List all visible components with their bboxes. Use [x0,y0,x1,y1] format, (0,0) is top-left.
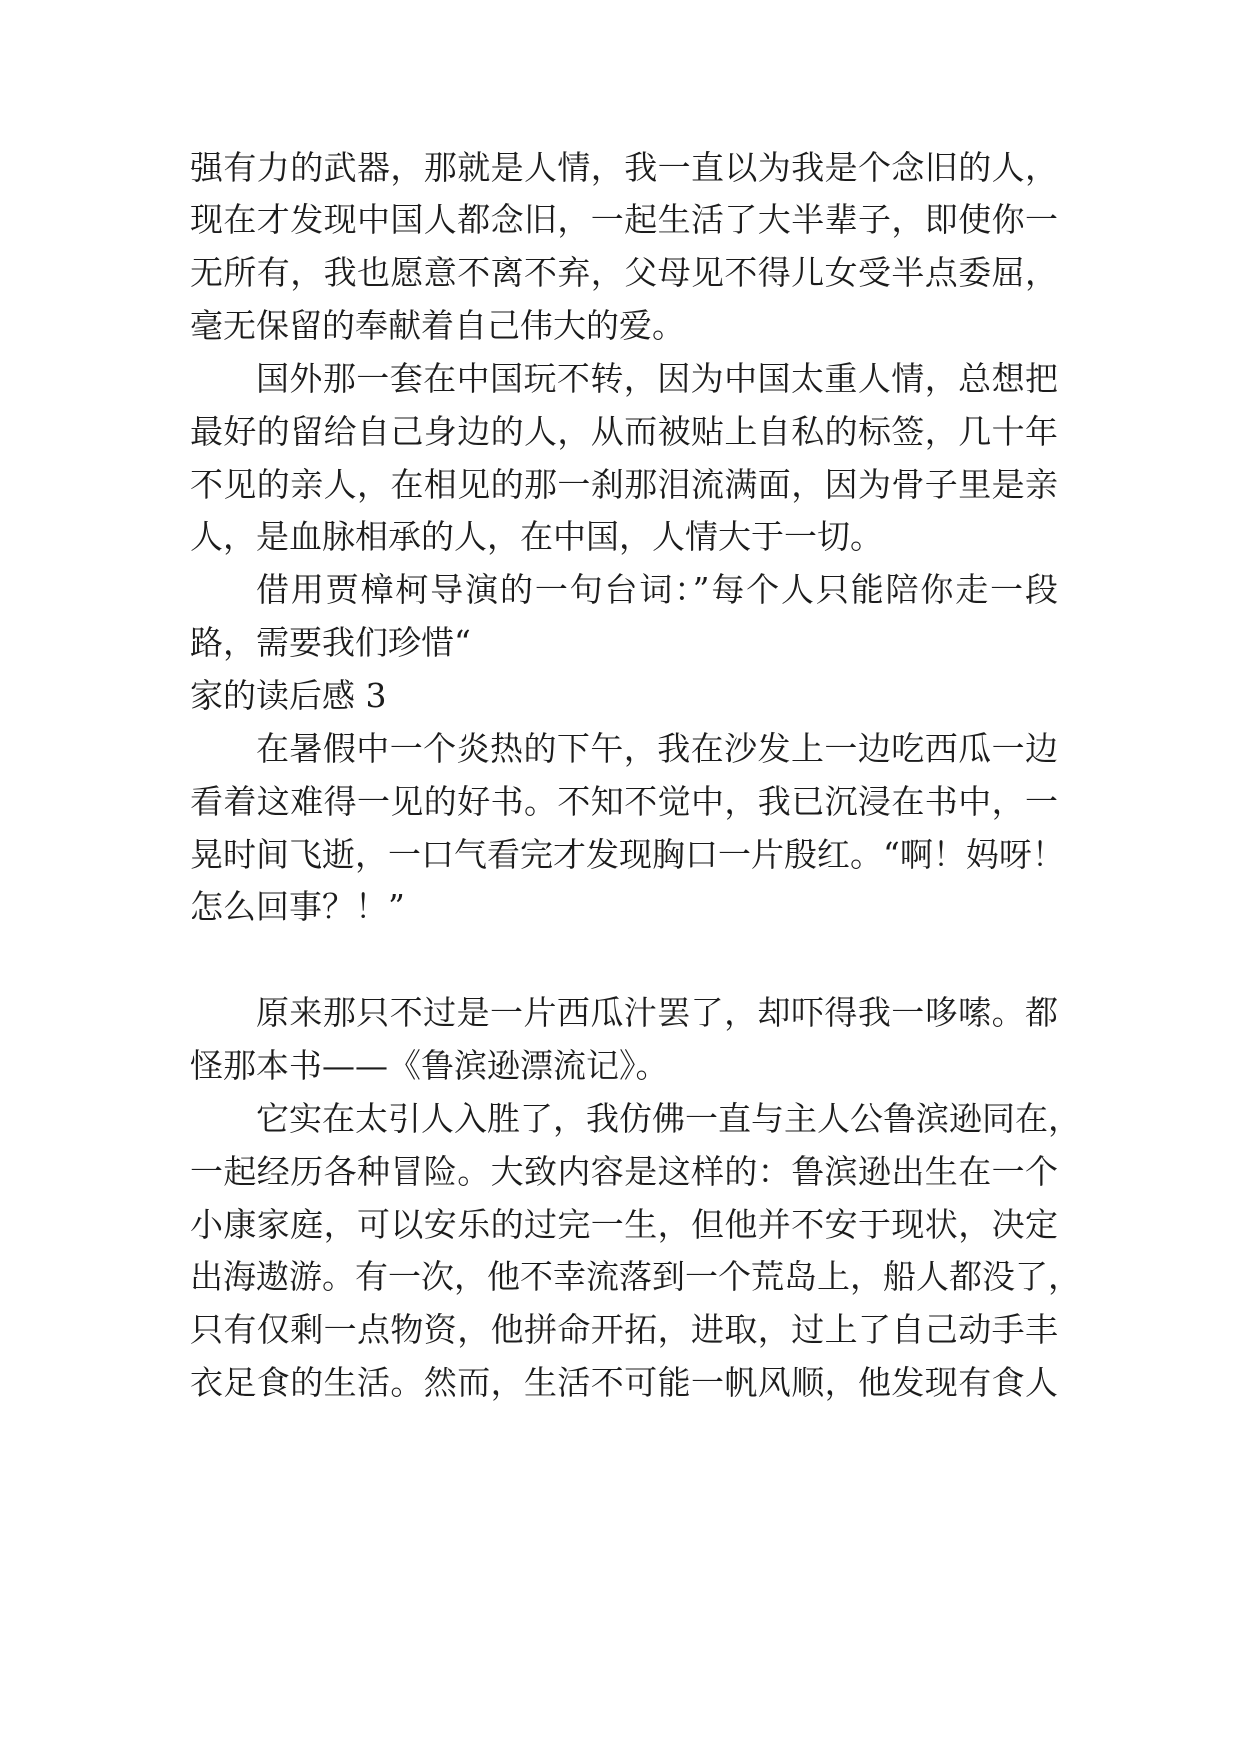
text-line: 人，是血脉相承的人，在中国，人情大于一切。 [190,517,883,556]
section-heading: 家的读后感 3 [190,676,387,715]
text-line: 不见的亲人，在相见的那一刹那泪流满面，因为骨子里是亲 [190,465,1058,504]
paragraph-first-line: 在暑假中一个炎热的下午，我在沙发上一边吃西瓜一边 [256,729,1058,768]
text-line: 最好的留给自己身边的人，从而被贴上自私的标签，几十年 [190,412,1058,451]
text-line: 毫无保留的奉献着自己伟大的爱。 [190,306,685,345]
paragraph-first-line: 它实在太引人入胜了，我仿佛一直与主人公鲁滨逊同在， [256,1099,1081,1138]
text-line: 看着这难得一见的好书。不知不觉中，我已沉浸在书中，一 [190,782,1058,821]
paragraph-first-line: 借用贾樟柯导演的一句台词：”每个人只能陪你走一段 [256,570,1058,609]
text-line: 强有力的武器，那就是人情，我一直以为我是个念旧的人， [190,148,1058,187]
paragraph-first-line: 原来那只不过是一片西瓜汁罢了，却吓得我一哆嗦。都 [256,993,1058,1032]
text-line: 怎么回事？！” [190,887,405,926]
paragraph-first-line: 国外那一套在中国玩不转，因为中国太重人情，总想把 [256,359,1058,398]
text-line: 现在才发现中国人都念旧，一起生活了大半辈子，即使你一 [190,200,1058,239]
text-line: 怪那本书——《鲁滨逊漂流记》。 [190,1046,669,1085]
text-line: 无所有，我也愿意不离不弃，父母见不得儿女受半点委屈， [190,253,1058,292]
text-line: 衣足食的生活。然而，生活不可能一帆风顺，他发现有食人 [190,1363,1058,1402]
text-line: 晃时间飞逝，一口气看完才发现胸口一片殷红。“啊！妈呀！ [190,835,1065,874]
text-line: 只有仅剩一点物资，他拼命开拓，进取，过上了自己动手丰 [190,1310,1058,1349]
text-line: 一起经历各种冒险。大致内容是这样的：鲁滨逊出生在一个 [190,1152,1058,1191]
text-line: 小康家庭，可以安乐的过完一生，但他并不安于现状，决定 [190,1205,1058,1244]
text-line: 路，需要我们珍惜“ [190,623,471,662]
text-line: 出海遨游。有一次，他不幸流落到一个荒岛上，船人都没了， [190,1257,1081,1296]
